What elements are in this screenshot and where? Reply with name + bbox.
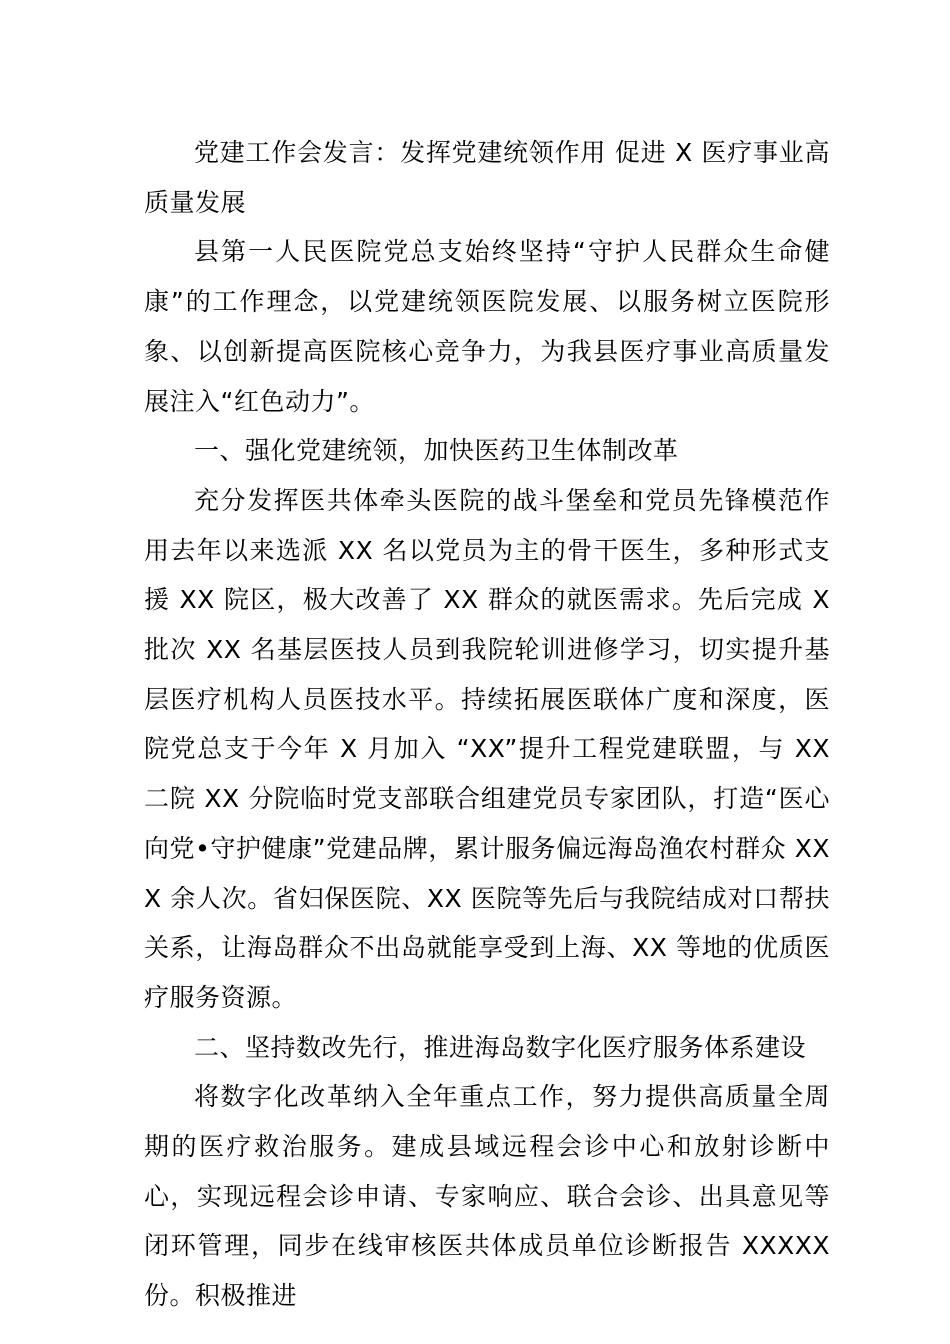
paragraph-section-1: 充分发挥医共体牵头医院的战斗堡垒和党员先锋模范作用去年以来选派 XX 名以党员为主的骨干医生，多种形式支援 XX 院区，极大改善了 XX 群众的就医需求。先后完成 X 批次 XX 名基层医技人员到我院轮训进修学习，切实提升基层医疗机构人员医技水平。持续拓展医联体广度和深度，医院党总支于今年 X 月加入 “XX”提升工程党建联盟，与 XX 二院 XX 分院临时党支部联合组建党员专家团队，打造“医心向党•守护健康”党建品牌，累计服务偏远海岛渔农村群众 XXX 余人次。省妇保医院、XX 医院等先后与我院结成对口帮扶关系，让海岛群众不出岛就能享受到上海、XX 等地的优质医疗服务资源。 bbox=[144, 485, 830, 1012]
section-heading-2: 二、坚持数改先行，推进海岛数字化医疗服务体系建设 bbox=[194, 1032, 807, 1062]
document-body bbox=[144, 128, 830, 1321]
paragraph-intro: 县第一人民医院党总支始终坚持“守护人民群众生命健康”的工作理念，以党建统领医院发展、以服务树立医院形象、以创新提高医院核心竞争力，为我县医疗事业高质量发展注入“红色动力”。 bbox=[144, 237, 830, 416]
paragraph-section-2: 将数字化改革纳入全年重点工作，努力提供高质量全周期的医疗救治服务。建成县域远程会诊中心和放射诊断中心，实现远程会诊申请、专家响应、联合会诊、出具意见等闭环管理，同步在线审核医共体成员单位诊断报告 XXXXX 份。积极推进 bbox=[144, 1082, 830, 1311]
document-title: 党建工作会发言：发挥党建统领作用 促进 X 医疗事业高质量发展 bbox=[144, 138, 830, 217]
section-heading-1: 一、强化党建统领，加快医药卫生体制改革 bbox=[194, 436, 679, 466]
